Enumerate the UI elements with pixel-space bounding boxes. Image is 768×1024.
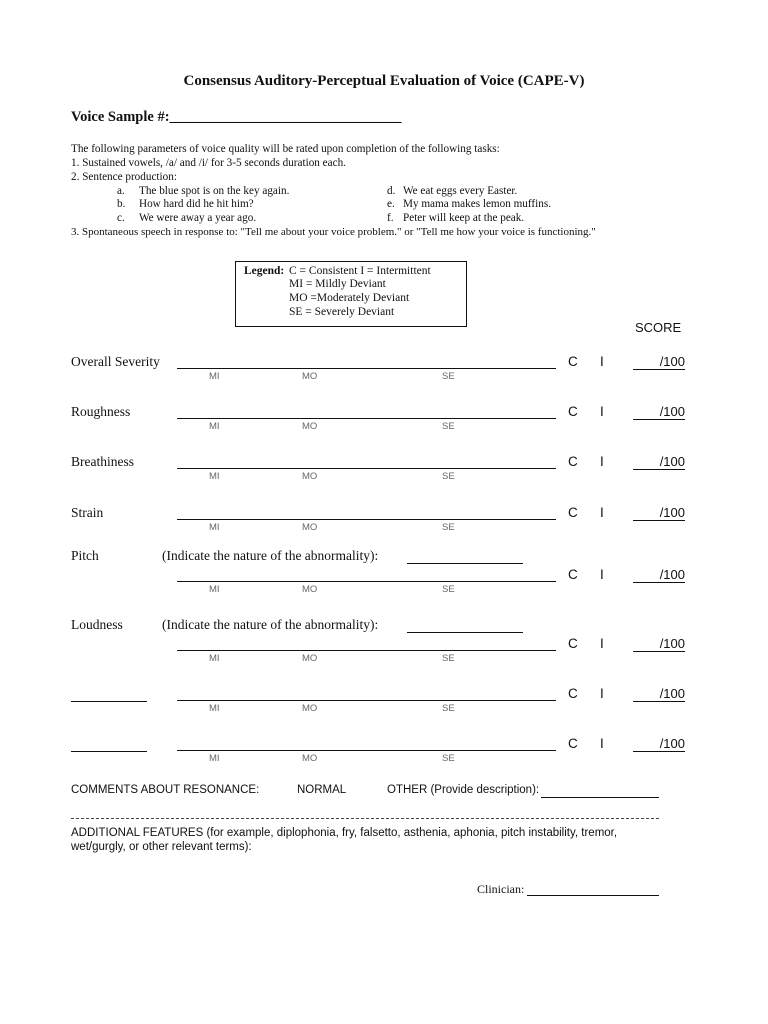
- abnormality-blank[interactable]: [407, 563, 523, 564]
- rating-label: Loudness: [71, 617, 123, 632]
- scale-tick-mo: MO: [302, 471, 318, 482]
- score-field[interactable]: /100: [633, 505, 685, 521]
- intermittent-option[interactable]: I: [600, 505, 604, 520]
- resonance-other-blank[interactable]: [541, 797, 659, 798]
- visual-analog-scale[interactable]: [177, 750, 556, 751]
- form-title: Consensus Auditory-Perceptual Evaluation of Voice (CAPE-V): [183, 73, 585, 89]
- rating-label-blank[interactable]: [71, 751, 147, 752]
- rating-label: Breathiness: [71, 454, 134, 469]
- scale-tick-se: SE: [442, 421, 455, 432]
- scale-tick-mi: MI: [209, 703, 220, 714]
- visual-analog-scale[interactable]: [177, 581, 556, 582]
- visual-analog-scale[interactable]: [177, 418, 556, 419]
- sentence-letter: c.: [117, 212, 125, 224]
- scale-tick-se: SE: [442, 471, 455, 482]
- intermittent-option[interactable]: I: [600, 636, 604, 651]
- instructions-intro: The following parameters of voice quality will be rated upon completion of the following tasks:: [71, 143, 500, 155]
- task-3: 3. Spontaneous speech in response to: "Tell me about your voice problem." or "Tell me how your voice is functioning.": [71, 226, 596, 238]
- clinician-label: Clinician:: [477, 882, 525, 896]
- score-field[interactable]: /100: [633, 686, 685, 702]
- intermittent-option[interactable]: I: [600, 404, 604, 419]
- scale-tick-mo: MO: [302, 371, 318, 382]
- legend-line: SE = Severely Deviant: [289, 306, 395, 318]
- sentence-text: Peter will keep at the peak.: [403, 212, 525, 224]
- score-field[interactable]: /100: [633, 567, 685, 583]
- intermittent-option[interactable]: I: [600, 567, 604, 582]
- scale-tick-mi: MI: [209, 584, 220, 595]
- scale-tick-se: SE: [442, 753, 455, 764]
- rating-label-blank[interactable]: [71, 701, 147, 702]
- clinician-field[interactable]: [527, 895, 659, 896]
- rating-label: Overall Severity: [71, 354, 160, 369]
- scale-tick-mi: MI: [209, 421, 220, 432]
- scale-tick-se: SE: [442, 703, 455, 714]
- rating-label: Strain: [71, 505, 104, 520]
- scale-tick-mi: MI: [209, 753, 220, 764]
- scale-tick-se: SE: [442, 522, 455, 533]
- scale-tick-mo: MO: [302, 753, 318, 764]
- sentence-letter: e.: [387, 198, 395, 210]
- score-field[interactable]: /100: [633, 736, 685, 752]
- abnormality-prompt: (Indicate the nature of the abnormality):: [162, 617, 379, 632]
- consistent-option[interactable]: C: [568, 354, 578, 369]
- additional-features-line2: wet/gurgly, or other relevant terms):: [71, 841, 252, 853]
- visual-analog-scale[interactable]: [177, 700, 556, 701]
- consistent-option[interactable]: C: [568, 505, 578, 520]
- scale-tick-se: SE: [442, 371, 455, 382]
- score-field[interactable]: /100: [633, 404, 685, 420]
- scale-tick-se: SE: [442, 584, 455, 595]
- legend-line: MI = Mildly Deviant: [289, 278, 386, 290]
- intermittent-option[interactable]: I: [600, 736, 604, 751]
- scale-tick-mi: MI: [209, 371, 220, 382]
- sentence-text: How hard did he hit him?: [139, 198, 254, 210]
- task-2: 2. Sentence production:: [71, 171, 177, 183]
- abnormality-prompt: (Indicate the nature of the abnormality):: [162, 548, 379, 563]
- sentence-letter: d.: [387, 185, 396, 197]
- sentence-text: The blue spot is on the key again.: [139, 185, 290, 197]
- sentence-letter: a.: [117, 185, 125, 197]
- scale-tick-mo: MO: [302, 421, 318, 432]
- score-field[interactable]: /100: [633, 454, 685, 470]
- legend-line: C = Consistent I = Intermittent: [289, 265, 431, 277]
- voice-sample-field[interactable]: Voice Sample #:________________________________: [71, 109, 402, 125]
- scale-tick-mi: MI: [209, 522, 220, 533]
- score-field[interactable]: /100: [633, 354, 685, 370]
- scale-tick-mo: MO: [302, 584, 318, 595]
- scale-tick-se: SE: [442, 653, 455, 664]
- consistent-option[interactable]: C: [568, 454, 578, 469]
- consistent-option[interactable]: C: [568, 404, 578, 419]
- visual-analog-scale[interactable]: [177, 650, 556, 651]
- consistent-option[interactable]: C: [568, 567, 578, 582]
- resonance-label: COMMENTS ABOUT RESONANCE:: [71, 784, 260, 796]
- score-header: SCORE: [635, 320, 682, 335]
- task-1: 1. Sustained vowels, /a/ and /i/ for 3-5 seconds duration each.: [71, 157, 346, 169]
- resonance-other[interactable]: OTHER (Provide description):: [387, 784, 540, 796]
- intermittent-option[interactable]: I: [600, 686, 604, 701]
- abnormality-blank[interactable]: [407, 632, 523, 633]
- scale-tick-mi: MI: [209, 653, 220, 664]
- visual-analog-scale[interactable]: [177, 368, 556, 369]
- consistent-option[interactable]: C: [568, 636, 578, 651]
- legend-box: [235, 261, 467, 327]
- resonance-normal[interactable]: NORMAL: [297, 784, 347, 796]
- sentence-letter: b.: [117, 198, 126, 210]
- rating-label: Roughness: [71, 404, 131, 419]
- additional-features-line1: ADDITIONAL FEATURES (for example, diplophonia, fry, falsetto, asthenia, aphonia, pitch instability, tremor,: [71, 827, 618, 839]
- scale-tick-mi: MI: [209, 471, 220, 482]
- consistent-option[interactable]: C: [568, 736, 578, 751]
- scale-tick-mo: MO: [302, 653, 318, 664]
- intermittent-option[interactable]: I: [600, 454, 604, 469]
- sentence-letter: f.: [387, 212, 394, 224]
- score-field[interactable]: /100: [633, 636, 685, 652]
- sentence-text: My mama makes lemon muffins.: [403, 198, 552, 210]
- sentence-text: We eat eggs every Easter.: [403, 185, 518, 197]
- dashed-separator: [71, 818, 659, 819]
- scale-tick-mo: MO: [302, 522, 318, 533]
- intermittent-option[interactable]: I: [600, 354, 604, 369]
- visual-analog-scale[interactable]: [177, 468, 556, 469]
- legend-label: Legend:: [244, 265, 285, 277]
- visual-analog-scale[interactable]: [177, 519, 556, 520]
- scale-tick-mo: MO: [302, 703, 318, 714]
- sentence-text: We were away a year ago.: [139, 212, 257, 224]
- rating-label: Pitch: [71, 548, 99, 563]
- consistent-option[interactable]: C: [568, 686, 578, 701]
- legend-line: MO =Moderately Deviant: [289, 292, 410, 304]
